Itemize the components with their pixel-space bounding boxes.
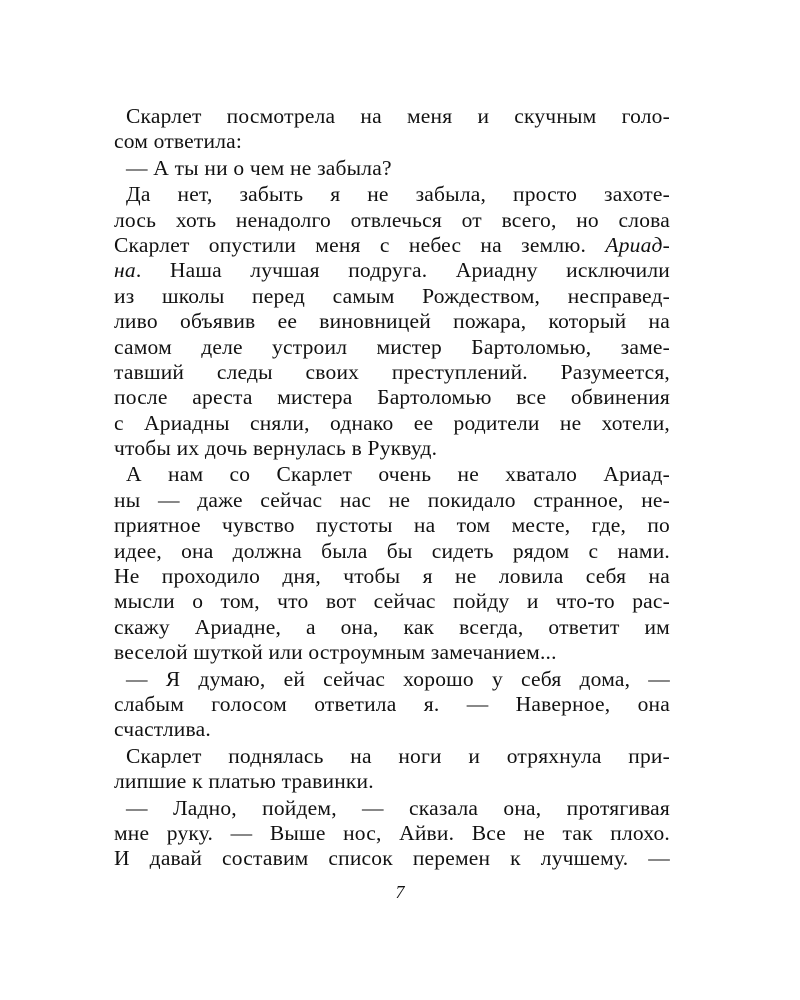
text-line: А нам со Скарлет очень не хватало Ариад- [126,462,670,487]
text-line [114,233,670,258]
text-line: ливо объявив ее виновницей пожара, который на [114,309,670,334]
italic-word: на [114,258,136,283]
text-line: чтобы их дочь вернулась в Руквуд. [114,436,438,461]
text-line: из школы перед самым Рождеством, несправед- [114,283,670,308]
text-line: счастлива. [114,717,211,742]
text-line: Да нет, забыть я не забыла, просто захоте- [126,182,670,207]
text-line: ны — даже сейчас нас не покидало странное, не- [114,487,670,512]
body-text [114,104,670,872]
text-line: приятное чувство пустоты на том месте, где, по [114,513,670,538]
text-segment: . Наша лучшая подруга. Ариадну исключили [135,258,670,283]
text-line: — Ладно, пойдем, — сказала она, протягивая [126,795,670,820]
text-line: — А ты ни о чем не забыла? [126,155,392,180]
page-number: 7 [395,882,405,902]
text-line: идее, она должна была бы сидеть рядом с нами. [114,538,670,563]
text-line: мысли о том, что вот сейчас пойду и что-то рас- [114,589,670,614]
text-line: скажу Ариадне, а она, как всегда, ответит им [114,614,670,639]
text-line: И давай составим список перемен к лучшему. — [114,846,670,871]
text-line: веселой шуткой или остроумным замечанием... [114,640,557,665]
text-line: мне руку. — Выше нос, Айви. Все не так плохо. [114,820,670,845]
text-line: лось хоть ненадолго отвлечься от всего, но слова [114,207,670,232]
text-line: слабым голосом ответила я. — Наверное, она [114,691,670,716]
italic-word: Ариад- [605,232,670,257]
text-line: Не проходило дня, чтобы я не ловила себя на [114,564,670,589]
text-line [114,258,670,283]
text-segment: Скарлет опустили меня с небес на землю. [114,232,606,257]
text-line: тавший следы своих преступлений. Разумеется, [114,359,670,384]
text-line: Скарлет поднялась на ноги и отряхнула при- [126,743,670,768]
text-line: липшие к платью травинки. [114,769,374,794]
text-line: — Я думаю, ей сейчас хорошо у себя дома, — [126,666,670,691]
text-line: Скарлет посмотрела на меня и скучным голо- [126,104,670,128]
text-line: сом ответила: [114,129,243,154]
text-line: с Ариадны сняли, однако ее родители не хотели, [114,410,670,435]
text-line: самом деле устроил мистер Бартоломью, заме- [114,334,670,359]
text-line: после ареста мистера Бартоломью все обвинения [114,385,670,410]
